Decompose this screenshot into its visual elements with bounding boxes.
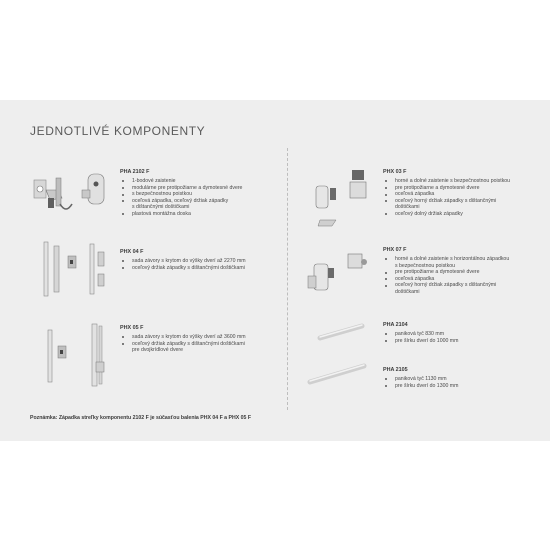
feature-text: pre šírku dverí do 1300 mm bbox=[395, 382, 459, 389]
bullet-icon bbox=[122, 267, 124, 269]
feature-item bbox=[383, 204, 510, 211]
feature-text: pre protipožiarne a dymotesné dvere bbox=[395, 184, 480, 191]
bullet-icon bbox=[385, 340, 387, 342]
bullet-icon bbox=[122, 336, 124, 338]
feature-text: pre šírku dverí do 1000 mm bbox=[395, 337, 459, 344]
bullet-icon bbox=[385, 180, 387, 182]
feature-text: oceľová západka bbox=[395, 191, 435, 198]
feature-item bbox=[383, 211, 510, 218]
feature-text: paniková tyč 830 mm bbox=[395, 331, 445, 337]
feature-text: paniková tyč 1130 mm bbox=[395, 376, 447, 382]
feature-text: oceľová západka bbox=[395, 275, 435, 282]
product-code: PHA 2102 F bbox=[120, 169, 150, 175]
feature-text: doštičkami bbox=[395, 288, 420, 295]
bullet-icon bbox=[385, 378, 387, 380]
product-phx-05-f bbox=[120, 325, 246, 354]
bullet-icon bbox=[385, 385, 387, 387]
product-code: PHX 04 F bbox=[120, 249, 144, 255]
feature-text: oceľový držiak západky s dištančnými doštičkami bbox=[132, 264, 245, 271]
phx-03-illustration bbox=[312, 166, 372, 232]
product-pha-2102-f bbox=[120, 169, 242, 218]
bullet-icon bbox=[385, 213, 387, 215]
pha-2104-illustration bbox=[316, 322, 366, 342]
feature-list bbox=[383, 256, 509, 296]
page-title: JEDNOTLIVÉ KOMPONENTY bbox=[30, 124, 206, 138]
pha-2105-illustration bbox=[306, 362, 368, 386]
product-phx-03-f bbox=[383, 169, 510, 218]
bullet-icon bbox=[385, 278, 387, 280]
feature-item bbox=[383, 269, 509, 276]
feature-item bbox=[120, 191, 242, 198]
feature-item bbox=[120, 265, 246, 272]
feature-text: sada závory s krytom do výšky dverí až 2270 mm bbox=[132, 258, 246, 264]
feature-item bbox=[120, 185, 242, 192]
product-pha-2105 bbox=[383, 367, 458, 389]
feature-item bbox=[383, 191, 510, 198]
feature-list bbox=[383, 178, 510, 218]
feature-item bbox=[383, 331, 458, 338]
bullet-icon bbox=[122, 213, 124, 215]
product-pha-2104 bbox=[383, 322, 458, 344]
feature-list bbox=[383, 376, 458, 389]
feature-item bbox=[383, 338, 458, 345]
feature-text: sada závory s krytom do výšky dverí až 3600 mm bbox=[132, 334, 246, 340]
bullet-icon bbox=[385, 285, 387, 287]
product-code: PHA 2104 bbox=[383, 322, 408, 328]
footnote: Poznámka: Západka streľky komponentu 2102 F je súčasťou balenia PHX 04 F a PHX 05 F bbox=[30, 415, 251, 421]
product-code: PHX 07 F bbox=[383, 247, 407, 253]
feature-text: pre protipožiarne a dymotesné dvere bbox=[395, 269, 480, 276]
feature-text: plastová montážna doska bbox=[132, 210, 191, 217]
feature-item bbox=[383, 276, 509, 283]
feature-text: oceľový dolný držiak západky bbox=[395, 210, 463, 217]
phx-05-illustration bbox=[44, 322, 114, 388]
feature-item bbox=[383, 185, 510, 192]
feature-text: modulárne pre protipožiarne a dymotesné dvere bbox=[132, 184, 243, 191]
pha-2102-illustration bbox=[32, 170, 112, 218]
feature-item bbox=[120, 211, 242, 218]
feature-item bbox=[120, 258, 246, 265]
feature-item bbox=[383, 256, 509, 263]
feature-text: 1-bodové zaistenie bbox=[132, 178, 176, 184]
feature-item bbox=[383, 198, 510, 205]
bullet-icon bbox=[385, 258, 387, 260]
feature-item bbox=[120, 347, 246, 354]
feature-item bbox=[383, 289, 509, 296]
bullet-icon bbox=[122, 194, 124, 196]
feature-item bbox=[120, 204, 242, 211]
product-phx-04-f bbox=[120, 249, 246, 271]
feature-item bbox=[383, 376, 458, 383]
product-phx-07-f bbox=[383, 247, 509, 296]
feature-item bbox=[120, 178, 242, 185]
phx-04-illustration bbox=[40, 240, 110, 300]
bullet-icon bbox=[385, 200, 387, 202]
feature-item bbox=[383, 178, 510, 185]
feature-item bbox=[383, 263, 509, 270]
product-code: PHX 03 F bbox=[383, 169, 407, 175]
feature-text: s bezpečnostnou poistkou bbox=[395, 262, 455, 269]
feature-text: doštičkami bbox=[395, 204, 420, 211]
feature-list bbox=[120, 178, 242, 218]
bullet-icon bbox=[122, 343, 124, 345]
feature-text: s bezpečnostnou poistkou bbox=[132, 191, 192, 198]
feature-item bbox=[383, 282, 509, 289]
bullet-icon bbox=[122, 180, 124, 182]
feature-list bbox=[383, 331, 458, 344]
feature-text: oceľový horný držiak západky s dištančnými bbox=[395, 282, 497, 289]
bullet-icon bbox=[385, 272, 387, 274]
feature-text: oceľová západka, oceľový držiak západky bbox=[132, 197, 229, 204]
feature-text: oceľový horný držiak západky s dištančnými bbox=[395, 197, 497, 204]
column-divider bbox=[287, 148, 288, 410]
feature-text: horné a dolné zaistenie s horizontálnou západkou bbox=[395, 256, 510, 262]
feature-item bbox=[383, 383, 458, 390]
bullet-icon bbox=[122, 187, 124, 189]
feature-text: oceľový držiak západky s dištančnými doštičkami bbox=[132, 340, 245, 347]
bullet-icon bbox=[385, 187, 387, 189]
feature-list bbox=[120, 334, 246, 354]
feature-text: horné a dolné zaistenie s bezpečnostnou poistkou bbox=[395, 178, 511, 184]
product-code: PHA 2105 bbox=[383, 367, 408, 373]
feature-item bbox=[120, 341, 246, 348]
product-code: PHX 05 F bbox=[120, 325, 144, 331]
feature-list bbox=[120, 258, 246, 271]
phx-07-illustration bbox=[306, 250, 370, 302]
bullet-icon bbox=[385, 194, 387, 196]
feature-text: s dištančnými doštičkami bbox=[132, 204, 190, 211]
bullet-icon bbox=[385, 333, 387, 335]
feature-text: pre dvojkrídlové dvere bbox=[132, 347, 184, 354]
feature-item bbox=[120, 198, 242, 205]
bullet-icon bbox=[122, 200, 124, 202]
bullet-icon bbox=[122, 260, 124, 262]
feature-item bbox=[120, 334, 246, 341]
